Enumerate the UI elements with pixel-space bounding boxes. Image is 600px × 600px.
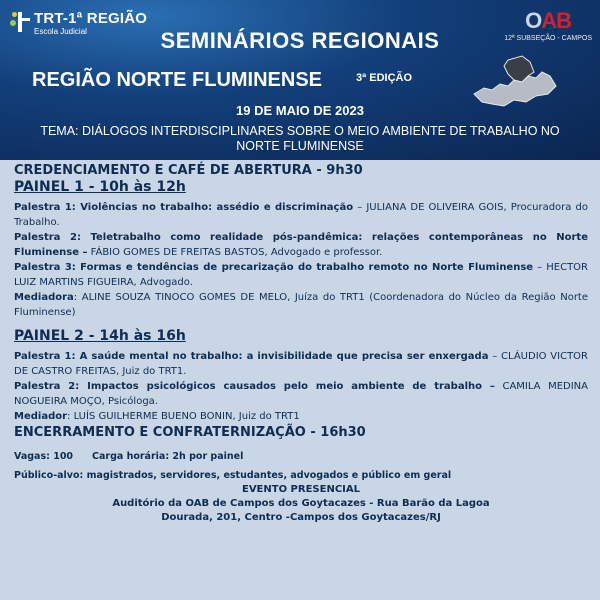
- edition-badge: 3ª EDIÇÃO: [356, 72, 413, 84]
- panel2-mediator: Mediador: LUÍS GUILHERME BUENO BONIN, Juiz do TRT1: [14, 411, 300, 422]
- panel1-mediator: Mediadora: ALINE SOUZA TINOCO GOMES DE MELO, Juíza do TRT1 (Coordenadora do Núcleo da Região Norte Fluminense): [14, 292, 588, 318]
- panel2-heading: PAINEL 2 - 14h às 16h: [14, 328, 186, 344]
- trt-school: Escola Judicial: [34, 26, 87, 36]
- program-content: [14, 162, 588, 525]
- audience-text: Público-alvo: magistrados, servidores, estudantes, advogados e público em geral: [14, 470, 452, 481]
- panel2-talk2: Palestra 2: Impactos psicológicos causados pelo meio ambiente de trabalho – CAMILA MEDINA NOGUEIRA MOÇO, Psicóloga.: [14, 381, 589, 407]
- trt-name: TRT-1ª REGIÃO: [34, 9, 148, 27]
- oab-subsection: 12ª SUBSEÇÃO - CAMPOS: [504, 35, 592, 42]
- vagas-text: Vagas: 100: [14, 451, 74, 462]
- panel2-talk1: Palestra 1: A saúde mental no trabalho: a invisibilidade que precisa ser enxergada – CLÁUDIO VICTOR DE CASTRO FREITAS, Juiz do TRT1.: [14, 351, 588, 377]
- closing-heading: ENCERRAMENTO E CONFRATERNIZAÇÃO - 16h30: [14, 425, 366, 440]
- event-capacity: [14, 449, 588, 464]
- event-date: 19 DE MAIO DE 2023: [236, 103, 364, 118]
- region-title: REGIÃO NORTE FLUMINENSE: [32, 69, 323, 91]
- event-theme: TEMA: DIÁLOGOS INTERDISCIPLINARES SOBRE O MEIO AMBIENTE DE TRABALHO NO NORTE FLUMINENSE: [40, 124, 560, 153]
- oab-mark: OAB: [525, 8, 572, 33]
- workload-text: Carga horária: 2h por painel: [92, 451, 244, 462]
- panel1-heading: PAINEL 1 - 10h às 12h: [14, 179, 186, 195]
- address-line-1: Auditório da OAB de Campos dos Goytacazes - Rua Barão da Lagoa: [112, 498, 490, 509]
- panel1-talk3: Palestra 3: Formas e tendências de precarização do trabalho remoto no Norte Fluminense – HECTOR LUIZ MARTINS FIGUEIRA, Advogado.: [14, 262, 588, 288]
- header-banner: [0, 0, 600, 160]
- panel1-talk2: Palestra 2: Teletrabalho como realidade pós-pandêmica: relações contemporâneas no Norte Fluminense – FÁBIO GOMES DE FREITAS BASTOS, Advogado e professor.: [14, 232, 588, 258]
- event-mode: EVENTO PRESENCIAL: [241, 484, 360, 495]
- state-map-icon: [470, 50, 560, 110]
- panel1-talk1: Palestra 1: Violências no trabalho: assédio e discriminação – JULIANA DE OLIVEIRA GOIS, Procuradora do Trabalho.: [14, 202, 588, 228]
- opening-heading: CREDENCIAMENTO E CAFÉ DE ABERTURA - 9h30: [14, 163, 363, 178]
- address-line-2: Dourada, 201, Centro -Campos dos Goytacazes/RJ: [161, 512, 441, 523]
- page-title: SEMINÁRIOS REGIONAIS: [160, 28, 440, 53]
- event-location: [14, 483, 588, 525]
